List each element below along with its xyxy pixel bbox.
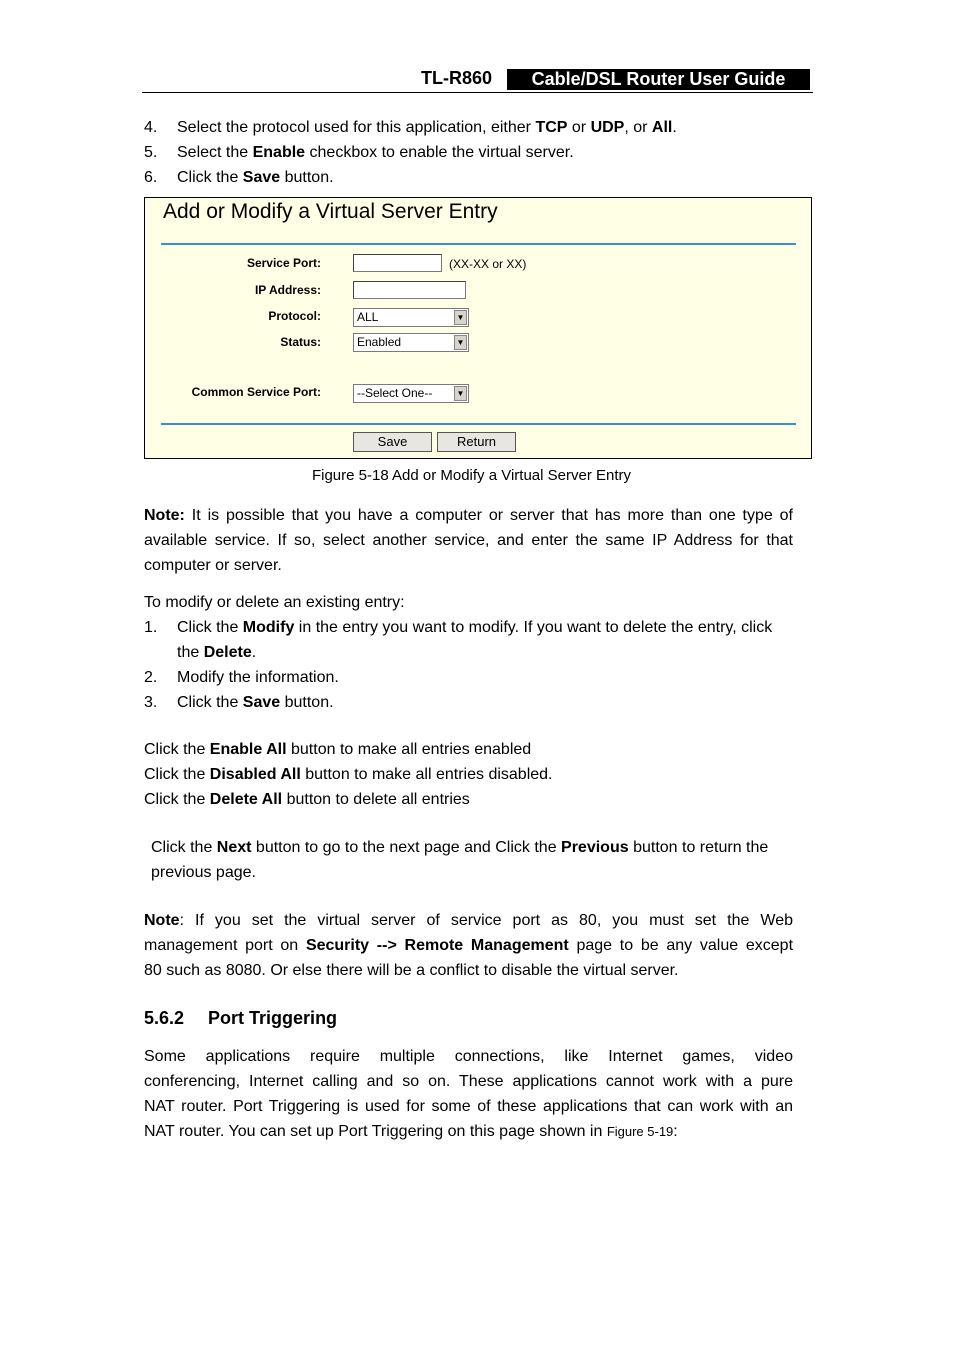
panel-title: Add or Modify a Virtual Server Entry xyxy=(163,200,498,223)
chevron-down-icon[interactable]: ▼ xyxy=(454,310,467,325)
step-number: 3. xyxy=(144,694,158,711)
panel-bottom-rule xyxy=(161,423,796,425)
protocol-select-value: ALL xyxy=(357,310,379,324)
return-button[interactable]: Return xyxy=(437,432,516,452)
note-line: 80 such as 8080. Or else there will be a conflict to disable the virtual server. xyxy=(144,962,679,979)
delete-all-text: Click the Delete All button to delete all entries xyxy=(144,791,470,808)
nav-paragraph-line: Click the Next button to go to the next page and Click the Previous button to return the xyxy=(151,839,769,856)
status-label: Status: xyxy=(280,335,321,349)
virtual-server-form-panel xyxy=(144,197,812,459)
header-guide-title: Cable/DSL Router User Guide xyxy=(507,69,810,90)
chevron-down-icon[interactable]: ▼ xyxy=(454,386,467,401)
common-service-port-select-value: --Select One-- xyxy=(357,386,433,400)
service-port-hint: (XX-XX or XX) xyxy=(449,257,527,271)
header-model: TL-R860 xyxy=(421,68,493,88)
step-number: 5. xyxy=(144,144,158,161)
disabled-all-text: Click the Disabled All button to make all entries disabled. xyxy=(144,766,553,783)
common-service-port-label: Common Service Port: xyxy=(191,385,321,399)
note-line: management port on Security --> Remote Management page to be any value except xyxy=(144,937,794,954)
protocol-label: Protocol: xyxy=(268,309,321,323)
service-port-label: Service Port: xyxy=(246,256,321,270)
header-rule xyxy=(142,92,813,93)
step-number: 1. xyxy=(144,619,158,636)
section-heading: 5.6.2 Port Triggering xyxy=(144,1008,338,1028)
step-text: Modify the information. xyxy=(177,669,339,686)
step-text: Select the Enable checkbox to enable the virtual server. xyxy=(177,144,574,161)
port-triggering-paragraph xyxy=(144,1044,793,1144)
enable-all-text: Click the Enable All button to make all entries enabled xyxy=(144,741,532,758)
step-number: 4. xyxy=(144,119,158,136)
common-service-port-select[interactable] xyxy=(353,384,469,403)
protocol-select[interactable] xyxy=(353,308,469,327)
ip-address-input[interactable] xyxy=(353,281,466,299)
paragraph-line: Some applications require multiple connections, like Internet games, video xyxy=(144,1048,793,1065)
modify-intro: To modify or delete an existing entry: xyxy=(144,594,405,611)
save-button[interactable]: Save xyxy=(353,432,432,452)
step-text: Click the Save button. xyxy=(177,169,334,186)
figure-caption: Figure 5-18 Add or Modify a Virtual Server Entry xyxy=(311,467,632,484)
note-line: Note: It is possible that you have a computer or server that has more than one type of xyxy=(144,507,793,524)
panel-top-rule xyxy=(161,243,796,245)
step-text: Select the protocol used for this application, either TCP or UDP, or All. xyxy=(177,119,677,136)
note-line: computer or server. xyxy=(144,557,282,574)
status-select[interactable] xyxy=(353,333,469,352)
step-number: 6. xyxy=(144,169,158,186)
step-number: 2. xyxy=(144,669,158,686)
paragraph-line: NAT router. You can set up Port Triggering on this page shown in Figure 5-19: xyxy=(144,1123,678,1140)
note-line: Note: If you set the virtual server of service port as 80, you must set the Web xyxy=(144,912,793,929)
step-text-continued: the Delete. xyxy=(177,644,257,661)
paragraph-line: conferencing, Internet calling and so on. These applications cannot work with a pure xyxy=(144,1073,793,1090)
nav-paragraph-line: previous page. xyxy=(151,864,256,881)
ip-address-label: IP Address: xyxy=(254,283,321,297)
chevron-down-icon[interactable]: ▼ xyxy=(454,335,467,350)
status-select-value: Enabled xyxy=(357,335,402,349)
service-port-input[interactable] xyxy=(353,254,442,272)
note-paragraph xyxy=(144,503,793,578)
step-text: Click the Modify in the entry you want to modify. If you want to delete the entry, click xyxy=(177,619,773,636)
step-text: Click the Save button. xyxy=(177,694,334,711)
note-line: available service. If so, select another service, and enter the same IP Address for that xyxy=(144,532,793,549)
note-paragraph xyxy=(144,908,793,983)
paragraph-line: NAT router. Port Triggering is used for some of these applications that can work with an xyxy=(144,1098,793,1115)
